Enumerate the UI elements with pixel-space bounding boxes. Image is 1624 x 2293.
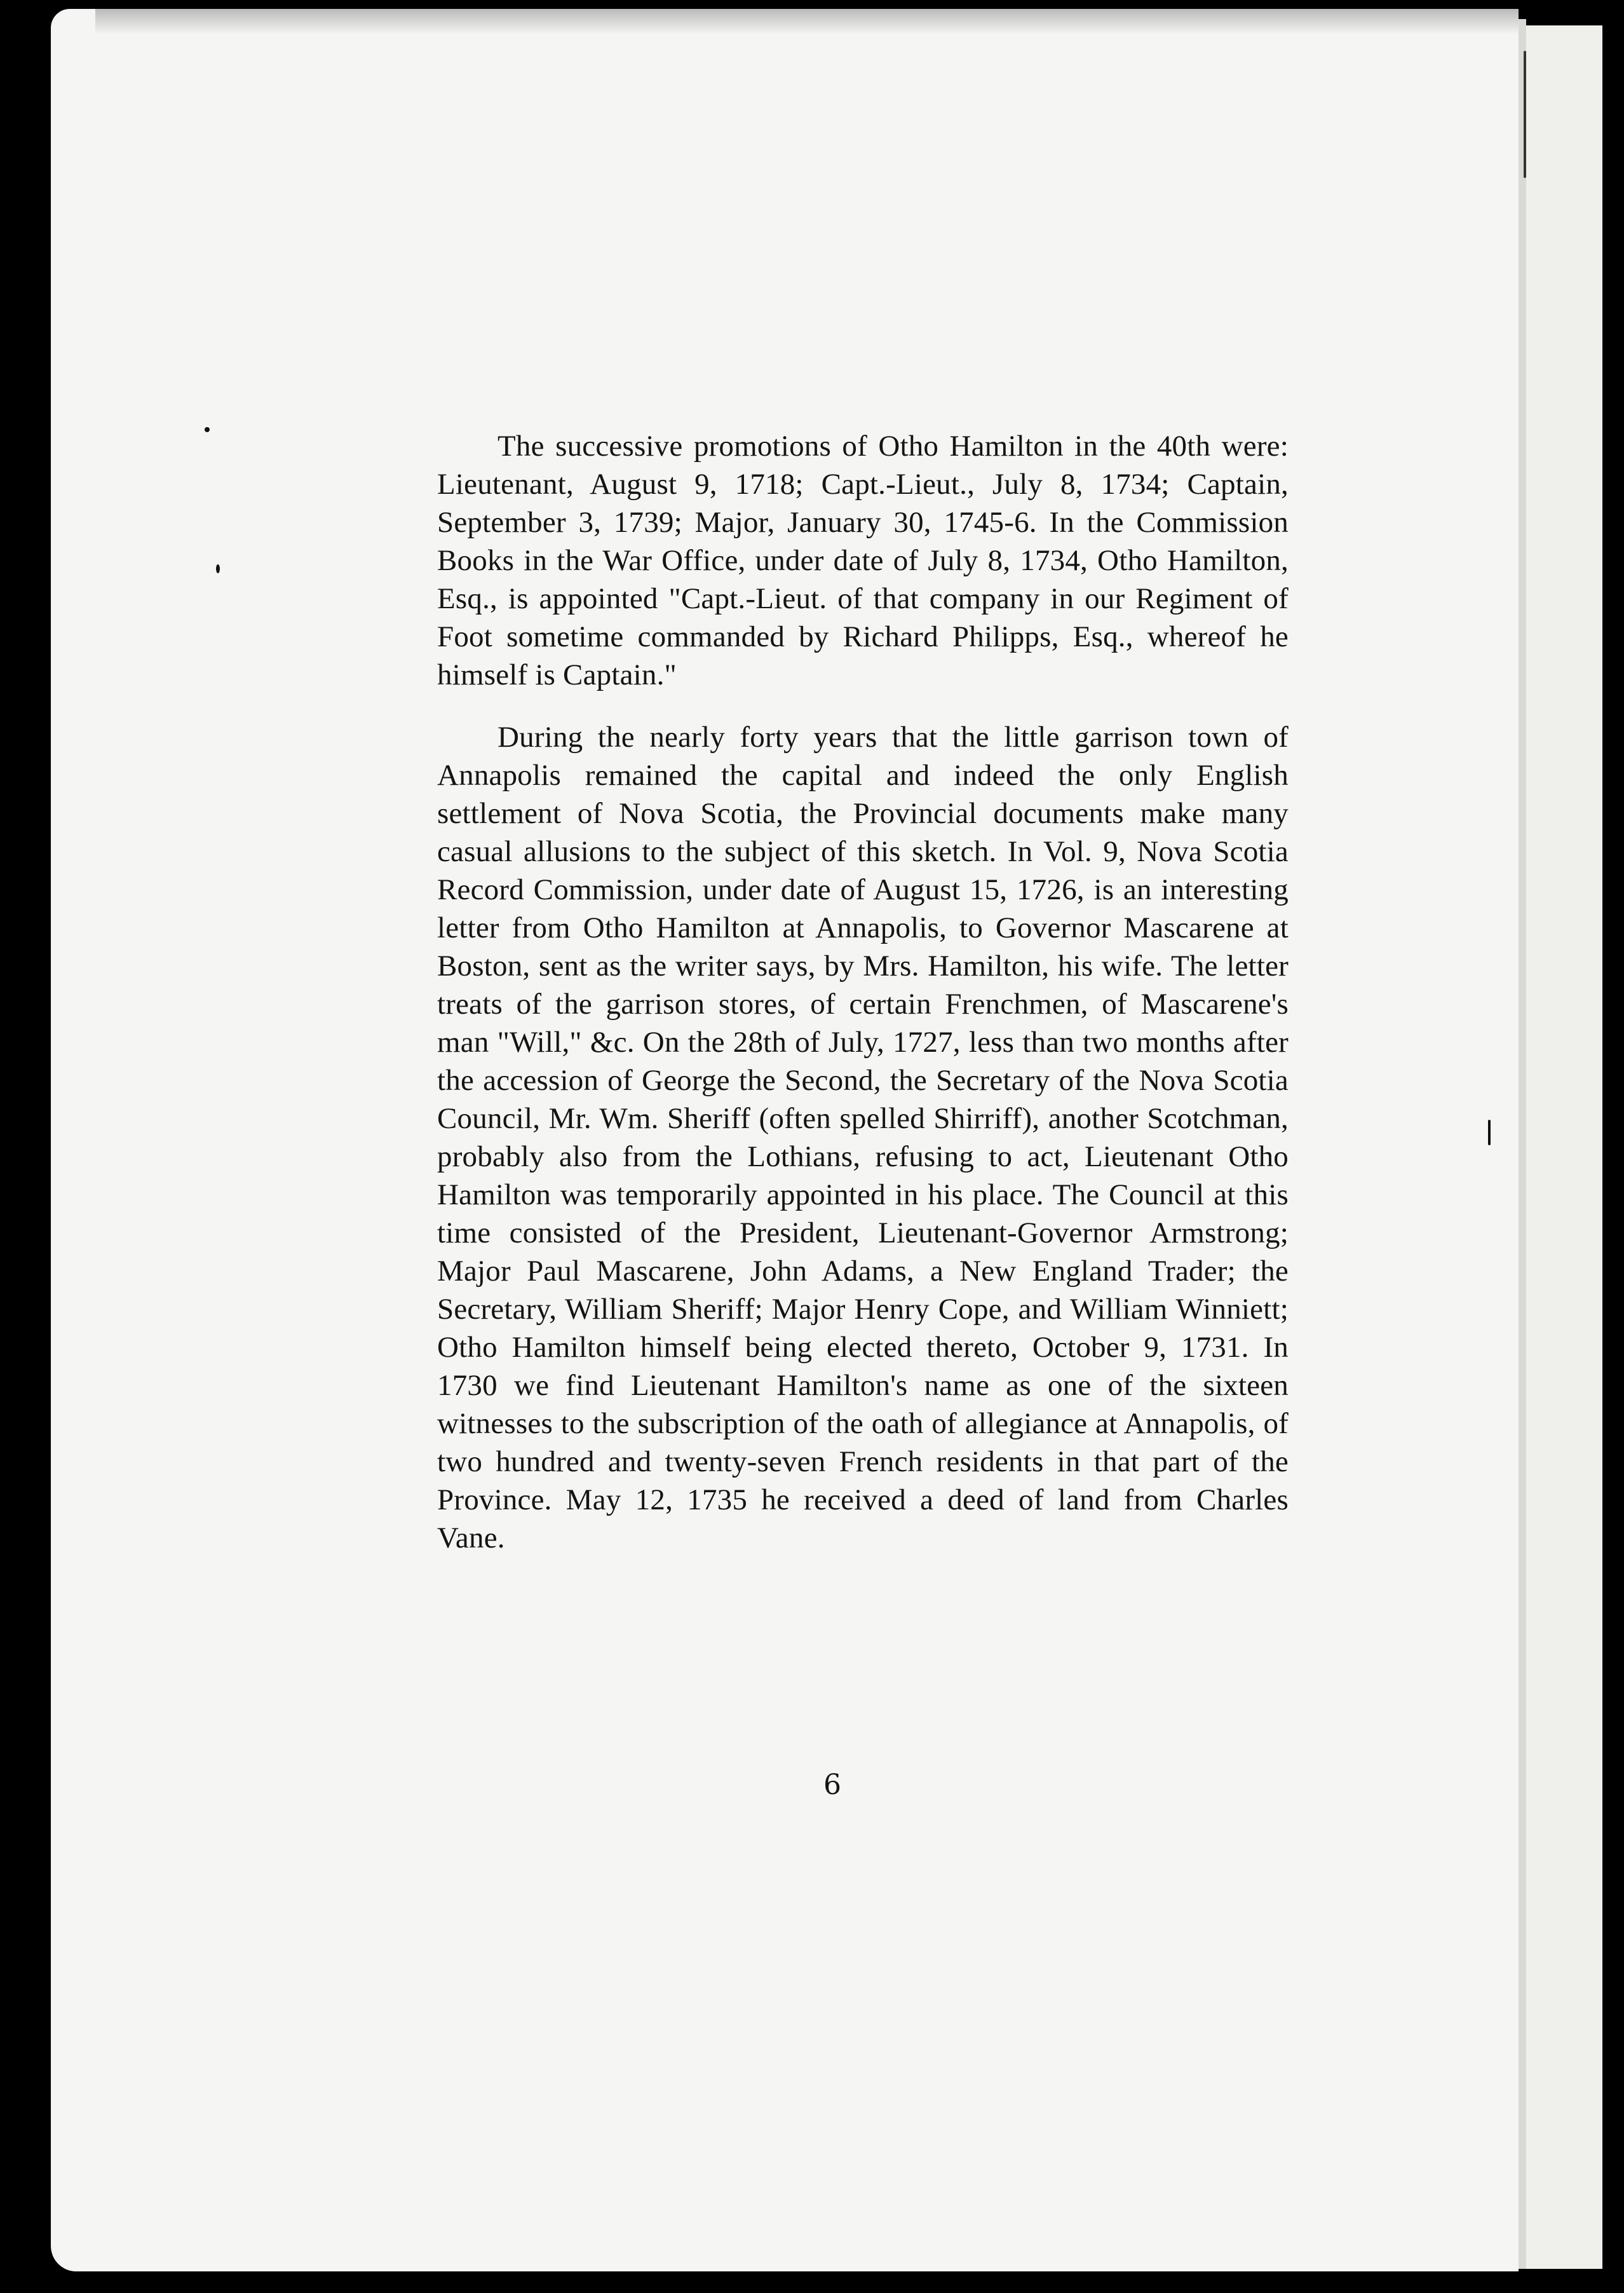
scan-speck [1488, 1120, 1491, 1145]
next-page-edge [1526, 25, 1602, 2269]
paragraph-promotions: The successive promotions of Otho Hamilton in the 40th were: Lieutenant, August 9, 1718; Capt.-Lieut., July 8, 1734; Captain, September 3, 1739; Major, January 30, 1745-6. In the Commission Books in the War Office, under date of July 8, 1734, Otho Hamilton, Esq., is appointed "Capt.-Lieut. of that company in our Regiment of Foot sometime commanded by Richard Philipps, Esq., whereof he himself is Captain." [437, 430, 1289, 691]
paragraph-annapolis: During the nearly forty years that the little garrison town of Annapolis remained the capital and indeed the only English settlement of Nova Scotia, the Provincial documents make many casual allusions to the subject of this sketch. In Vol. 9, Nova Scotia Record Commission, under date of August 15, 1726, is an interesting letter from Otho Hamilton at Annapolis, to Governor Mascarene at Boston, sent as the writer says, by Mrs. Hamilton, his wife. The letter treats of the garrison stores, of certain Frenchmen, of Mascarene's man "Will," &c. On the 28th of July, 1727, less than two months after the accession of George the Second, the Secretary of the Nova Scotia Council, Mr. Wm. Sheriff (often spelled Shirriff), another Scotchman, probably also from the Lothians, refusing to act, Lieutenant Otho Hamilton was temporarily appointed in his place. The Council at this time consisted of the President, Lieutenant-Governor Armstrong; Major Paul Mascarene, John Adams, a New England Trader; the Secretary, William Sheriff; Major Henry Cope, and William Winniett; Otho Hamilton himself being elected thereto, October 9, 1731. In 1730 we find Lieutenant Hamilton's name as one of the sixteen witnesses to the subscription of the oath of allegiance at Annapolis, of two hundred and twenty-seven French residents in that part of the Province. May 12, 1735 he received a deed of land from Charles Vane. [437, 721, 1289, 1555]
scan-speck [205, 427, 210, 432]
page-number: 6 [823, 1769, 841, 1801]
body-text [437, 427, 1289, 1557]
page-top-shadow [95, 9, 1519, 34]
scan-speck [216, 564, 220, 573]
page-fold [1519, 19, 1526, 2269]
scan-speck [1524, 51, 1526, 178]
